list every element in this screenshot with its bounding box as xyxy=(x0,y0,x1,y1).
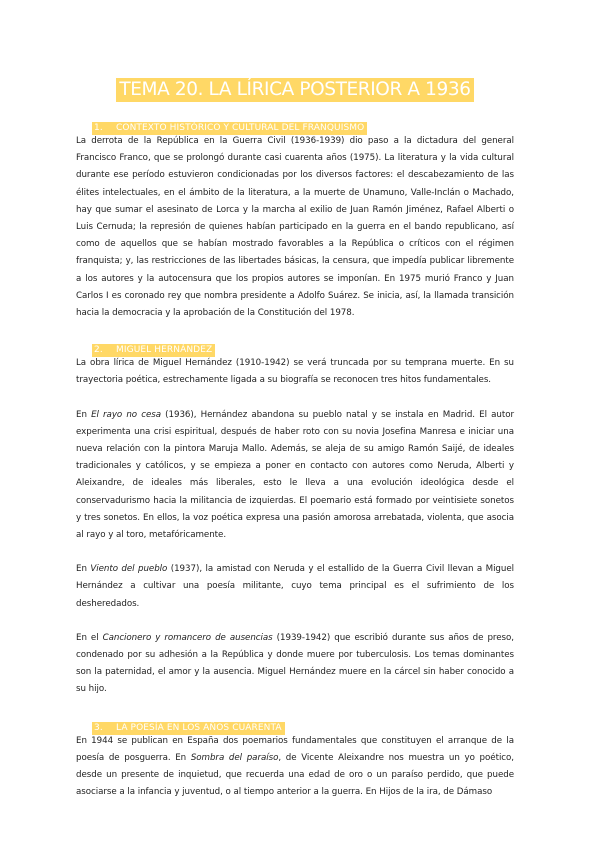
section-3-lead: En 1944 se publican en España dos poemarios fundamentales que constituyen el arranque de la poesía de posguerra. En xyxy=(76,735,514,763)
section-2-paragraph-4 xyxy=(76,630,514,699)
book-title-viento-del-pueblo: Viento del pueblo xyxy=(90,564,168,575)
section-3-body: , de Vicente Aleixandre nos muestra un yo poético, desde un presente de inquietud, que recuerda una edad de oro o un paraíso perdido, que puede asociarse a la infancia y juventud, o al tiempo anterior a la guerra. En Hijos de la ira, de Dámaso xyxy=(76,752,515,798)
section-1-number: 1. xyxy=(94,123,103,133)
section-2-paragraph-3 xyxy=(76,561,514,613)
section-2-number: 2. xyxy=(94,345,103,356)
title-block xyxy=(76,0,514,102)
paragraph-2-lead: En xyxy=(76,409,92,420)
section-3-heading-line xyxy=(92,718,514,732)
paragraph-3-body: (1937), la amistad con Neruda y el estallido de la Guerra Civil llevan a Miguel Hernández a cultivar una poesía militante, cuyo tema principal es el sufrimiento de los desheredados. xyxy=(76,564,515,609)
section-1-title: CONTEXTO HISTÓRICO Y CULTURAL DEL FRANQUISMO xyxy=(116,123,365,133)
paragraph-2-body: (1936), Hernández abandona su pueblo natal y se instala en Madrid. El autor experimenta una crisi espiritual, después de haber roto con su novia Josefina Manresa e iniciar una nueva relación con la pintora Maruja Mallo. Además, se aleja de su amigo Ramón Saijé, de ideales tradicionales y católicos, y se empieza a poner en contacto con autores como Neruda, Alberti y Aleixandre, de ideales más liberales, esto le lleva a una evolución ideológica desde el conservadurismo hacia la militancia de izquierdas. El poemario está formado por veintisiete sonetos y tres sonetos. En ellos, la voz poética expresa una pasión amorosa arrebatada, violenta, que asocia al rayo y al toro, metafóricamente. xyxy=(76,409,514,541)
section-1-heading-line xyxy=(92,118,514,132)
paragraph-4-body: (1939-1942) que escribió durante sus años de preso, condenado por su adhesión a la República y donde muere por tuberculosis. Los temas dominantes son la paternidad, el amor y la ausencia. Miguel Hernández muere en la cárcel sin haber conocido a su hijo. xyxy=(76,632,514,695)
section-3-paragraph-1 xyxy=(76,733,514,802)
section-2-paragraph-2 xyxy=(76,407,514,545)
book-title-sombra-del-paraiso: Sombra del paraíso xyxy=(190,752,279,763)
document-title: TEMA 20. LA LÍRICA POSTERIOR A 1936 xyxy=(116,78,473,102)
section-2-heading-line xyxy=(92,340,514,354)
book-title-el-rayo-no-cesa: El rayo no cesa xyxy=(91,409,161,420)
book-title-cancionero: Cancionero y romancero de ausencias xyxy=(102,632,273,643)
section-3-number: 3. xyxy=(94,722,103,733)
paragraph-4-lead: En el xyxy=(76,632,103,643)
section-2-title: MIGUEL HERNÁNDEZ xyxy=(116,345,213,356)
paragraph-3-lead: En xyxy=(76,564,91,575)
section-2-paragraph-1: La obra lírica de Miguel Hernández (1910-1942) se verá truncada por su temprana muerte. En su trayectoria poética, estrechamente ligada a su biografía se reconocen tres hitos fundamentales. xyxy=(76,358,514,386)
section-3-title: LA POESÍA EN LOS AÑOS CUARENTA xyxy=(116,722,282,733)
section-1-paragraph-1: La derrota de la República en la Guerra Civil (1936-1939) dio paso a la dictadura del general Francisco Franco, que se prolongó durante casi cuarenta años (1975). La literatura y la vida cultural durante ese período estuvieron condicionadas por los diversos factores: el descabezamiento de las élites intelectuales, en el ámbito de la literatura, a la muerte de Unamuno, Valle-Inclán o Machado, hay que sumar el asesinato de Lorca y la marcha al exilio de Juan Ramón Jiménez, Rafael Alberti o Luis Cernuda; la represión de quienes habían participado en la guerra en el bando republicano, así como de aquellos que se habían mostrado favorables a la República o críticos con el régimen franquista; y, las restricciones de las libertades básicas, la censura, que impedía publicar libremente a los autores y la autocensura que los propios autores se imponían. En 1975 murió Franco y Juan Carlos I es coronado rey que nombra presidente a Adolfo Suárez. Se inicia, así, la llamada transición hacia la democracia y la aprobación de la Constitución del 1978. xyxy=(76,136,514,319)
